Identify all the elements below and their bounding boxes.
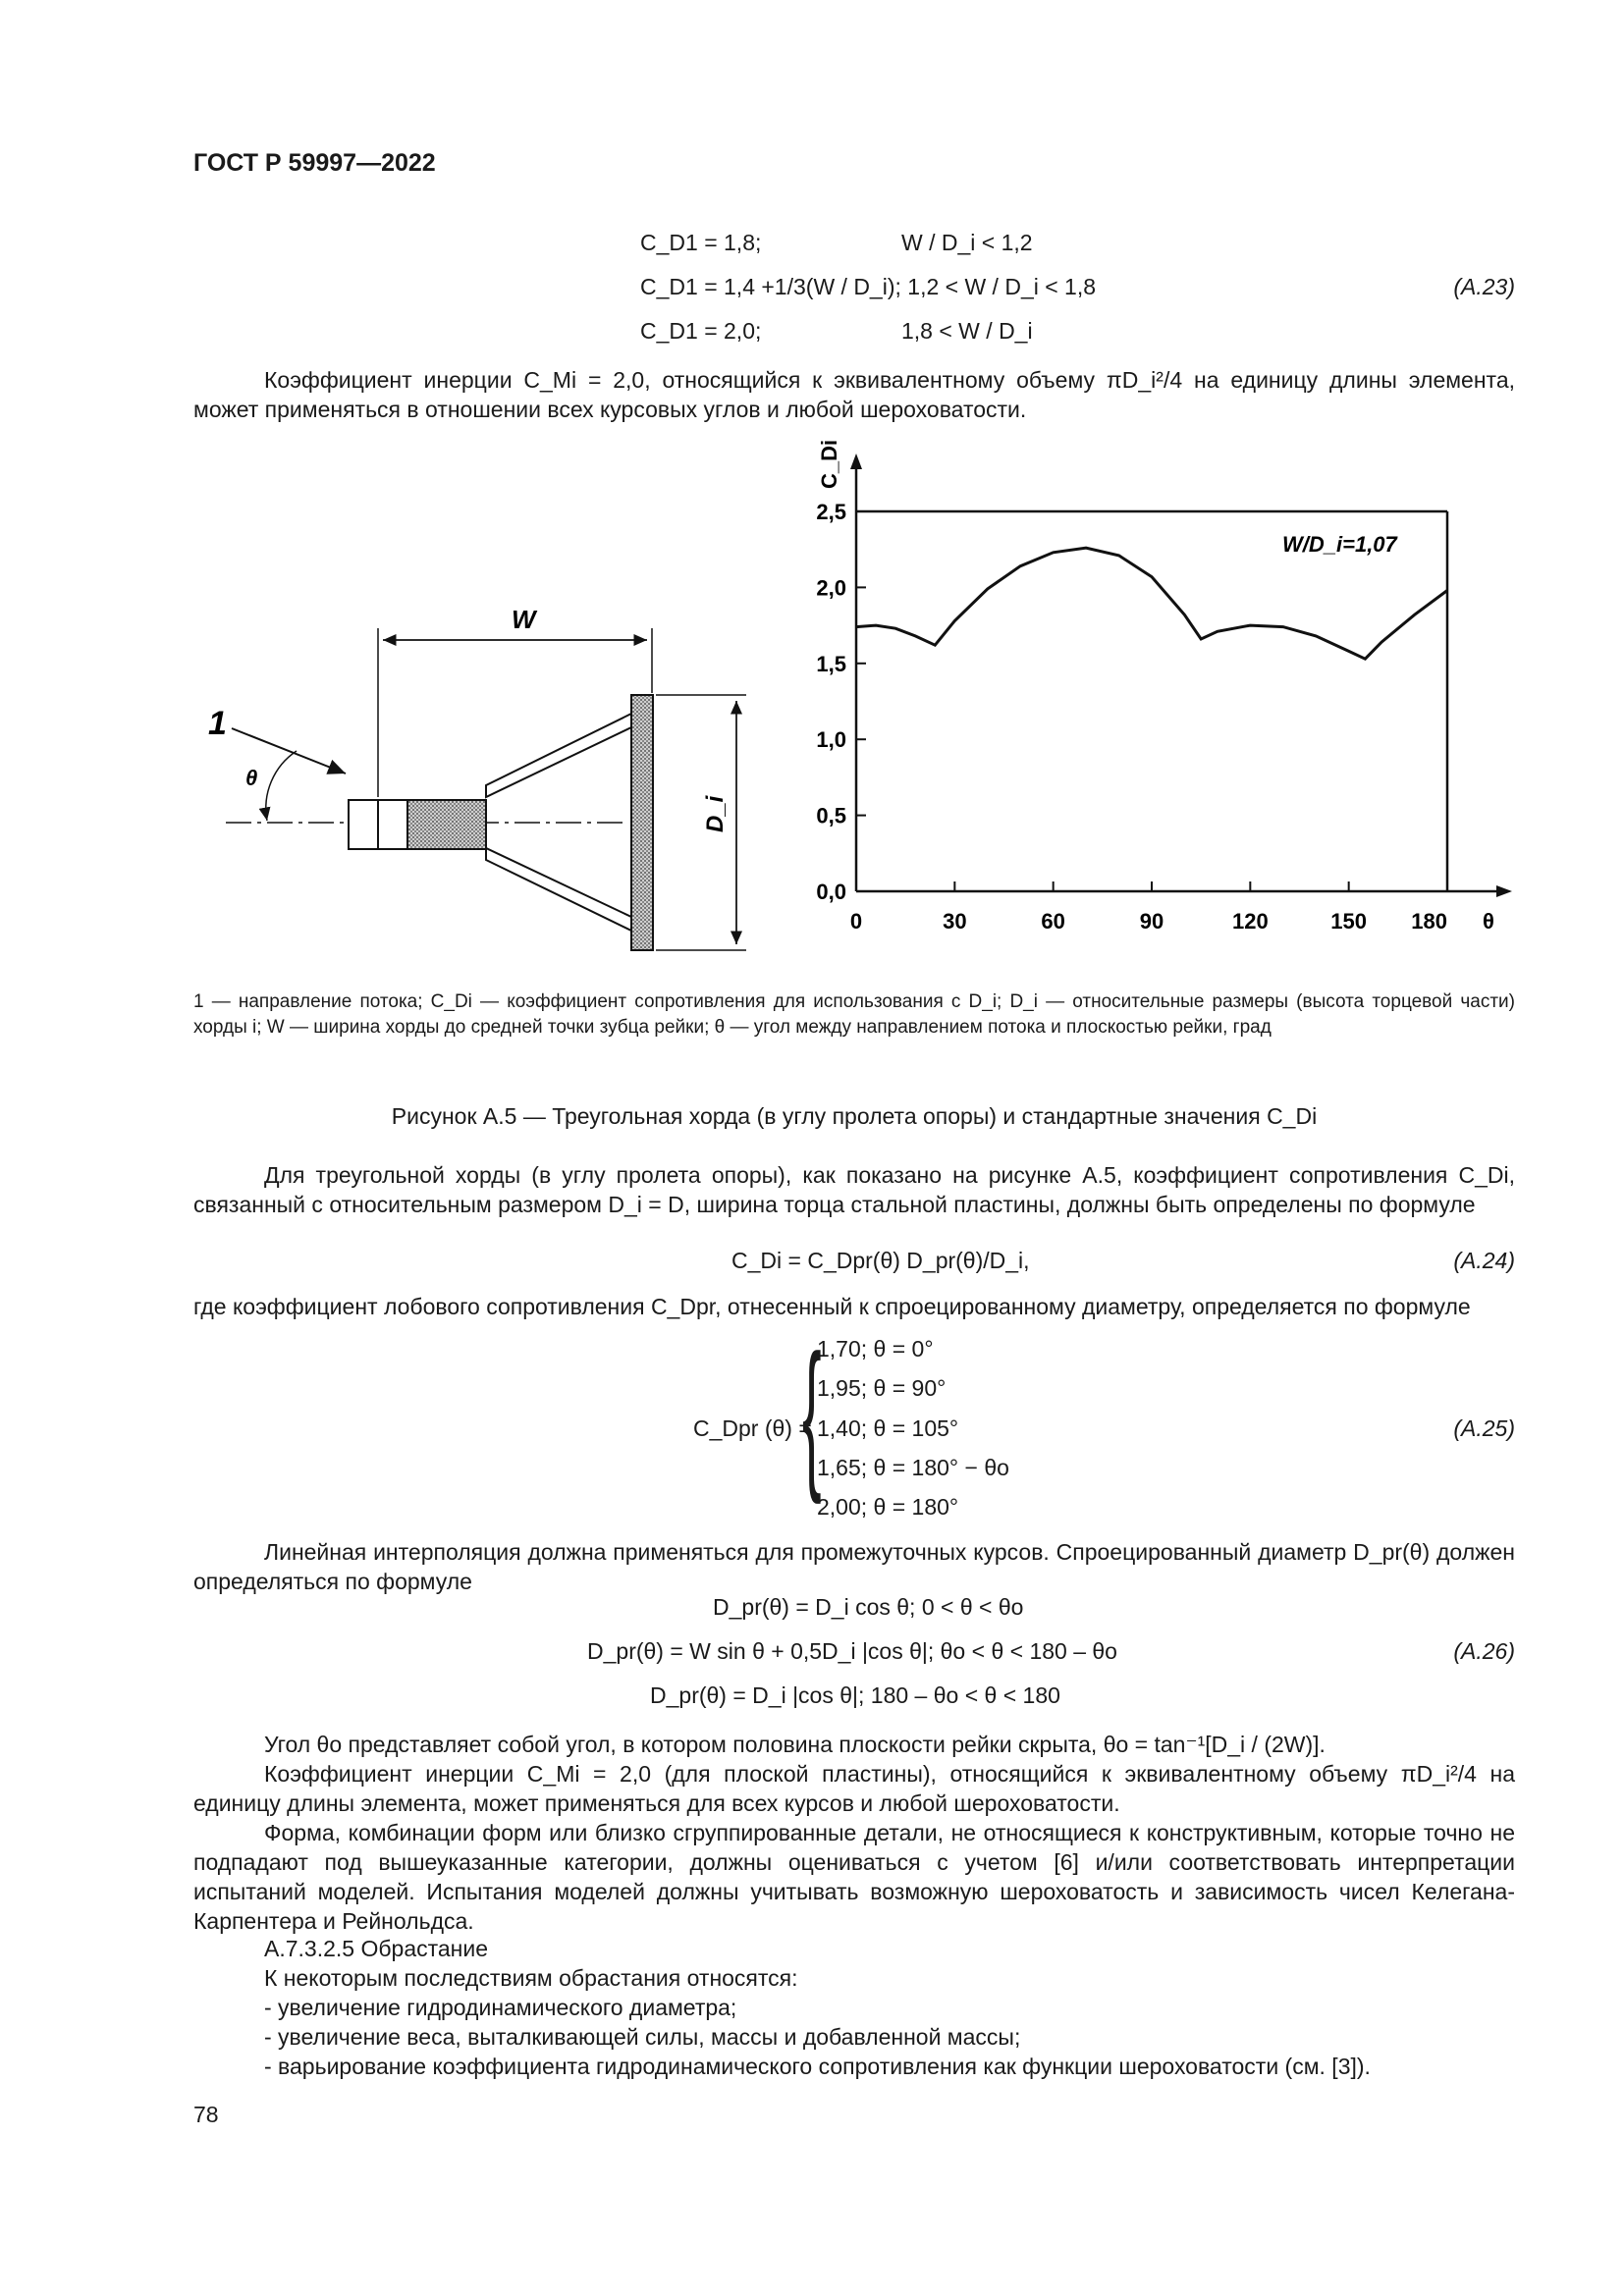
y-tick-label: 2,0 <box>816 575 846 601</box>
page-number: 78 <box>193 2102 219 2127</box>
eq-a25-number: (A.25) <box>1453 1415 1515 1441</box>
eq-a25-case-2: 1,95; θ = 90° <box>817 1375 947 1401</box>
chord-body <box>407 800 486 849</box>
paragraph-inertia-flat-plate: Коэффициент инерции C_Mi = 2,0 (для плоской пластины), относящийся к эквивалентному объему πD_i²/4 на единицу длины элемента, может применяться для всех курсов и любой шероховатости. <box>193 1761 1515 1816</box>
y-axis-label: C_Di <box>817 440 841 489</box>
lower-flange <box>486 848 631 931</box>
y-tick-label: 1,5 <box>816 651 846 676</box>
eq-a25-case-1: 1,70; θ = 0° <box>817 1336 934 1362</box>
chord-drawing <box>208 605 746 950</box>
eq-a24-number: (A.24) <box>1453 1248 1515 1273</box>
paragraph-angle-theta0: Угол θo представляет собой угол, в котором половина плоскости рейки скрыта, θo = tan⁻¹[D_i / (2W)]. <box>264 1732 1326 1757</box>
x-tick-label: 120 <box>1231 909 1269 934</box>
eq-a24: C_Di = C_Dpr(θ) D_pr(θ)/D_i, <box>731 1248 1030 1273</box>
eq-a23-row1-left: C_D1 = 1,8; <box>640 230 762 255</box>
x-tick-label: 60 <box>1041 909 1065 934</box>
eq-a26-row1: D_pr(θ) = D_i cos θ; 0 < θ < θo <box>713 1594 1024 1620</box>
eq-a26-row2: D_pr(θ) = W sin θ + 0,5D_i |cos θ|; θo < θ < 180 – θo <box>587 1638 1117 1664</box>
eq-a25-case-3: 1,40; θ = 105° <box>817 1415 959 1441</box>
cd-curve-series <box>856 548 1447 659</box>
eq-a26-number: (A.26) <box>1453 1638 1515 1664</box>
paragraph-drag-coefficient: где коэффициент лобового сопротивления C_Dpr, отнесенный к спроецированному диаметру, определяется по формуле <box>193 1294 1471 1319</box>
eq-a23-row3-left: C_D1 = 2,0; <box>640 318 762 344</box>
upper-flange <box>486 714 631 797</box>
paragraph-inertia-coefficient: Коэффициент инерции C_Mi = 2,0, относящийся к эквивалентному объему πD_i²/4 на единицу длины элемента, может применяться в отношении всех курсовых углов и любой шероховатости. <box>193 367 1515 422</box>
fouling-item-1: - увеличение гидродинамического диаметра; <box>264 1995 737 2020</box>
ratio-annotation: W/D_i=1,07 <box>1282 532 1397 557</box>
y-tick-label: 1,0 <box>816 727 846 753</box>
paragraph-interpolation: Линейная интерполяция должна применяться для промежуточных курсов. Спроецированный диаметр D_pr(θ) должен определяться по формуле <box>193 1539 1515 1594</box>
fouling-intro: К некоторым последствиям обрастания относятся: <box>264 1965 798 1991</box>
x-axis-arrow <box>1496 885 1512 897</box>
x-tick-label: 90 <box>1139 909 1164 934</box>
label-di: D_i <box>702 795 729 832</box>
eq-a23-number: (A.23) <box>1453 274 1515 299</box>
paragraph-other-shapes: Форма, комбинации форм или близко сгруппированные детали, не относящиеся к конструктивным, которые точно не подпадают под вышеуказанные категории, должны оцениваться с учетом [6] и/или соответствовать интерпретации испытаний моделей. Испытания моделей должны учитывать возможную шероховатость и зависимость чисел Келегана-Карпентера и Рейнольдса. <box>193 1820 1515 1934</box>
eq-a25-lhs: C_Dpr (θ) = <box>693 1415 812 1441</box>
x-tick-label: 150 <box>1330 909 1368 934</box>
eq-a25-case-5: 2,00; θ = 180° <box>817 1494 959 1520</box>
section-heading-fouling: A.7.3.2.5 Обрастание <box>264 1936 489 1961</box>
figure-a5 <box>187 440 1522 970</box>
eq-a23-row2: C_D1 = 1,4 +1/3(W / D_i); 1,2 < W / D_i < 1,8 <box>640 274 1097 299</box>
eq-a25-brace: { <box>802 1320 822 1505</box>
theta-arc <box>266 751 297 821</box>
fouling-item-3: - варьирование коэффициента гидродинамического сопротивления как функции шероховатости (см. [3]). <box>264 2054 1371 2079</box>
x-tick-label: 30 <box>943 909 967 934</box>
eq-a23-row3-right: 1,8 < W / D_i <box>901 318 1033 344</box>
paragraph-triangular-chord: Для треугольной хорды (в углу пролета опоры), как показано на рисунке A.5, коэффициент сопротивления C_Di, связанный с относительным размером D_i = D, ширина торца стальной пластины, должны быть определены по формуле <box>193 1162 1515 1217</box>
label-theta: θ <box>245 766 258 790</box>
y-axis-arrow <box>850 454 862 469</box>
eq-a26-row3: D_pr(θ) = D_i |cos θ|; 180 – θo < θ < 180 <box>650 1682 1060 1708</box>
label-1: 1 <box>208 705 227 742</box>
end-plate <box>631 695 653 950</box>
x-tick-label: 0 <box>849 909 863 934</box>
x-axis-label: θ <box>1483 909 1494 934</box>
eq-a25-case-4: 1,65; θ = 180° − θo <box>817 1455 1009 1480</box>
label-w: W <box>512 605 536 634</box>
page-header: ГОСТ Р 59997—2022 <box>193 149 436 177</box>
y-tick-label: 0,0 <box>816 880 846 904</box>
figure-legend: 1 — направление потока; C_Di — коэффициент сопротивления для использования с D_i; D_i — относительные размеры (высота торцевой части) хорды i; W — ширина хорды до средней точки зубца рейки; θ — угол между направлением потока и плоскостью рейки, град <box>193 991 1515 1038</box>
y-tick-label: 2,5 <box>816 500 846 524</box>
x-tick-label: 180 <box>1411 909 1447 934</box>
y-tick-label: 0,5 <box>816 803 846 828</box>
figure-title: Рисунок A.5 — Треугольная хорда (в углу пролета опоры) и стандартные значения C_Di <box>391 1103 1318 1129</box>
fouling-item-2: - увеличение веса, выталкивающей силы, массы и добавленной массы; <box>264 2024 1021 2050</box>
cd-chart <box>816 440 1512 934</box>
eq-a23-row1-right: W / D_i < 1,2 <box>901 230 1033 255</box>
